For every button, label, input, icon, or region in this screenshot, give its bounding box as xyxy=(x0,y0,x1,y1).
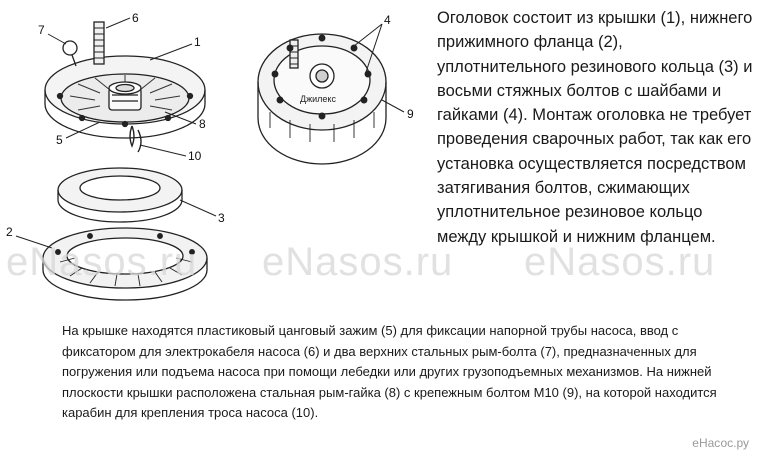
description-right: Оголовок состоит из крышки (1), нижнего прижимного фланца (2), уплотнительного резинового кольца (3) и восьми стяжных болтов с шайбами и гайками (4). Монтаж оголовка не требует проведения сварочных работ, так как его установка осуществляется посредством затягивания болтов, сжимающих уплотнительное резиновое кольцо между крышкой и нижним фланцем. xyxy=(437,9,753,246)
callout-6: 6 xyxy=(132,11,139,25)
callout-4: 4 xyxy=(384,13,391,27)
manufacturer-logo: Джилекс xyxy=(300,94,336,104)
callout-8: 8 xyxy=(199,117,206,131)
rubber-ring xyxy=(58,168,182,222)
callout-2: 2 xyxy=(6,225,13,239)
description-bottom: На крышке находятся пластиковый цанговый зажим (5) для фиксации напорной трубы насоса, ввод с фиксатором для электрокабеля насоса (6) и два верхних стальных рым-болта (7), предназначенных для погружения или подъема насоса при помощи лебедки или других грузоподъемных механизмов. На нижней плоскости крышки расположена стальная рым-гайка (8) с крепежным болтом М10 (9), на которой находится карабин для крепления троса насоса (10). xyxy=(62,323,717,421)
watermark: eNasos.ru xyxy=(6,240,198,284)
callout-1: 1 xyxy=(194,35,201,49)
callout-7: 7 xyxy=(38,23,45,37)
callout-3: 3 xyxy=(218,211,225,225)
watermark: eNasos.ru xyxy=(524,240,716,284)
watermark: eNasos.ru xyxy=(262,240,454,284)
cover-assembly xyxy=(45,22,205,152)
callout-5: 5 xyxy=(56,133,63,147)
callout-10: 10 xyxy=(188,149,202,163)
callout-9: 9 xyxy=(407,107,414,121)
corner-watermark: eНасос.ру xyxy=(692,436,749,450)
